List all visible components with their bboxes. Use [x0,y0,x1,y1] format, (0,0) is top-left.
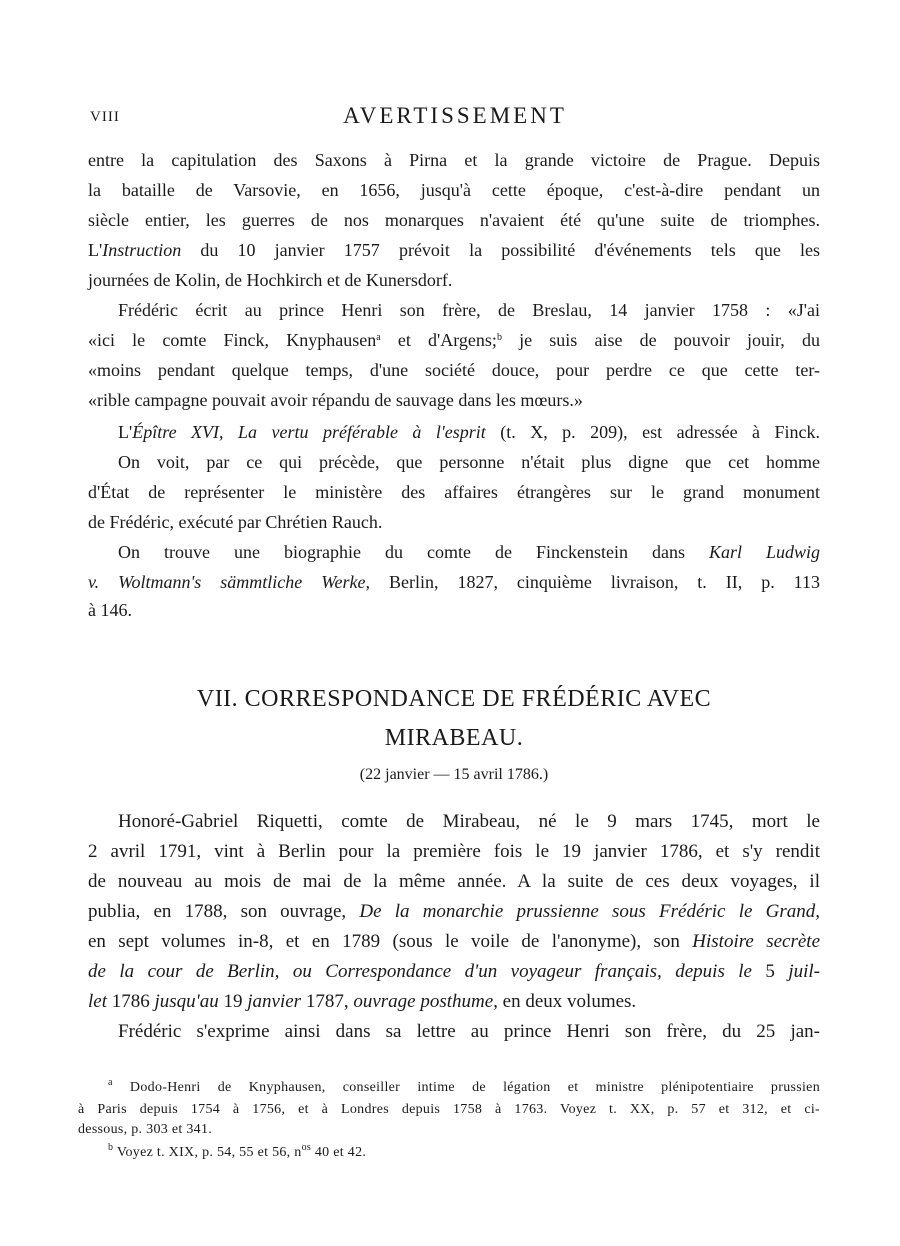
text-line: let 1786 jusqu'au 19 janvier 1787, ouvrage posthume, en deux volumes. [88,991,637,1012]
italic-title: Karl Ludwig [708,542,821,562]
text-line: la bataille de Varsovie, en 1656, jusqu'à cette époque, c'est-à-dire pendant un [88,180,820,200]
text-line: d'État de représenter le ministère des affaires étrangères sur le grand monument [88,482,820,502]
text-line: Frédéric écrit au prince Henri son frère, de Breslau, 14 janvier 1758 : «J'ai [118,300,820,320]
text-line: à 146. [88,600,132,620]
italic-title: Épître XVI, La vertu préférable à l'esprit [132,422,486,442]
italic-title: v. Woltmann's sämmtliche Werke, [88,572,371,592]
text-line: entre la capitulation des Saxons à Pirna et la grande victoire de Prague. Depuis [88,150,820,170]
footnote-line: à Paris depuis 1754 à 1756, et à Londres depuis 1758 à 1763. Voyez t. XX, p. 57 et 312, et ci- [78,1102,820,1117]
text-line: de nouveau au mois de mai de la même année. A la suite de ces deux voyages, il [88,871,820,892]
footnote-marker: b [108,1142,114,1153]
italic-title: de la cour de Berlin, ou Correspondance d'un voyageur français, depuis le [88,961,752,982]
text-line: de Frédéric, exécuté par Chrétien Rauch. [88,512,383,532]
section-dates: (22 janvier — 15 avril 1786.) [359,766,549,783]
italic-title: Instruction [102,240,182,260]
text-line: en sept volumes in-8, et en 1789 (sous le voile de l'anonyme), son Histoire secrète [88,931,821,952]
footnote-ref: a [376,332,381,343]
footnote: $^b$ Voyez t. XIX, p. 54, 55 et 56, $n^{os}$ 40 et 42. [108,1142,367,1160]
text-line: publia, en 1788, son ouvrage, De la monarchie prussienne sous Frédéric le Grand, [88,901,821,922]
italic-title: ouvrage posthume, [353,991,498,1012]
text-line: Honoré-Gabriel Riquetti, comte de Mirabeau, né le 9 mars 1745, mort le [118,811,820,832]
text-line: «rible campagne pouvait avoir répandu de sauvage dans les mœurs.» [88,390,583,410]
italic-title: juil- [788,961,821,982]
text-line: 2 avril 1791, vint à Berlin pour la première fois le 19 janvier 1786, et s'y rendit [88,841,820,862]
text-line: journées de Kolin, de Hochkirch et de Kunersdorf. [88,270,453,290]
italic-title: De la monarchie prussienne sous Frédéric le Grand, [359,901,821,922]
text-line: L'Épître XVI, La vertu préférable à l'esprit (t. X, p. 209), est adressée à Finck. [118,422,820,442]
text-line: On voit, par ce qui précède, que personne n'était plus digne que cet homme [118,452,820,472]
page-header [90,103,820,133]
section-title-continued: MIRABEAU. [384,725,524,751]
text-line: Frédéric s'exprime ainsi dans sa lettre au prince Henri son frère, du 25 jan- [118,1021,820,1042]
text-line: «moins pendant quelque temps, d'une société douce, pour perdre ce que cette ter- [88,360,820,380]
footnote-ref: b [496,332,502,343]
text-line: v. Woltmann's sämmtliche Werke, Berlin, 1827, cinquième livraison, t. II, p. 113 [88,572,820,592]
text-line: de la cour de Berlin, ou Correspondance d'un voyageur français, depuis le 5 juil- [88,961,821,982]
running-title: AVERTISSEMENT [343,103,567,128]
section-title: VII. CORRESPONDANCE DE FRÉDÉRIC AVEC [196,686,712,712]
text-line: L'Instruction du 10 janvier 1757 prévoit la possibilité d'événements tels que les [88,240,820,260]
text-line: On trouve une biographie du comte de Finckenstein dans Karl Ludwig [118,542,821,562]
footnote: $^a$ Dodo-Henri de Knyphausen, conseiller intime de légation et ministre plénipotentiaire prussien [108,1077,820,1095]
footnote-line: dessous, p. 303 et 341. [78,1122,213,1137]
text-line: siècle entier, les guerres de nos monarques n'avaient été qu'une suite de triomphes. [88,210,820,230]
page-number: VIII [90,109,120,125]
footnote-marker: a [108,1077,113,1088]
text-line: «ici le comte Finck, Knyphausen$^a$ et d'Argens;$^b$ je suis aise de pouvoir jouir, du [88,330,820,350]
italic-title: Histoire secrète [692,931,821,952]
